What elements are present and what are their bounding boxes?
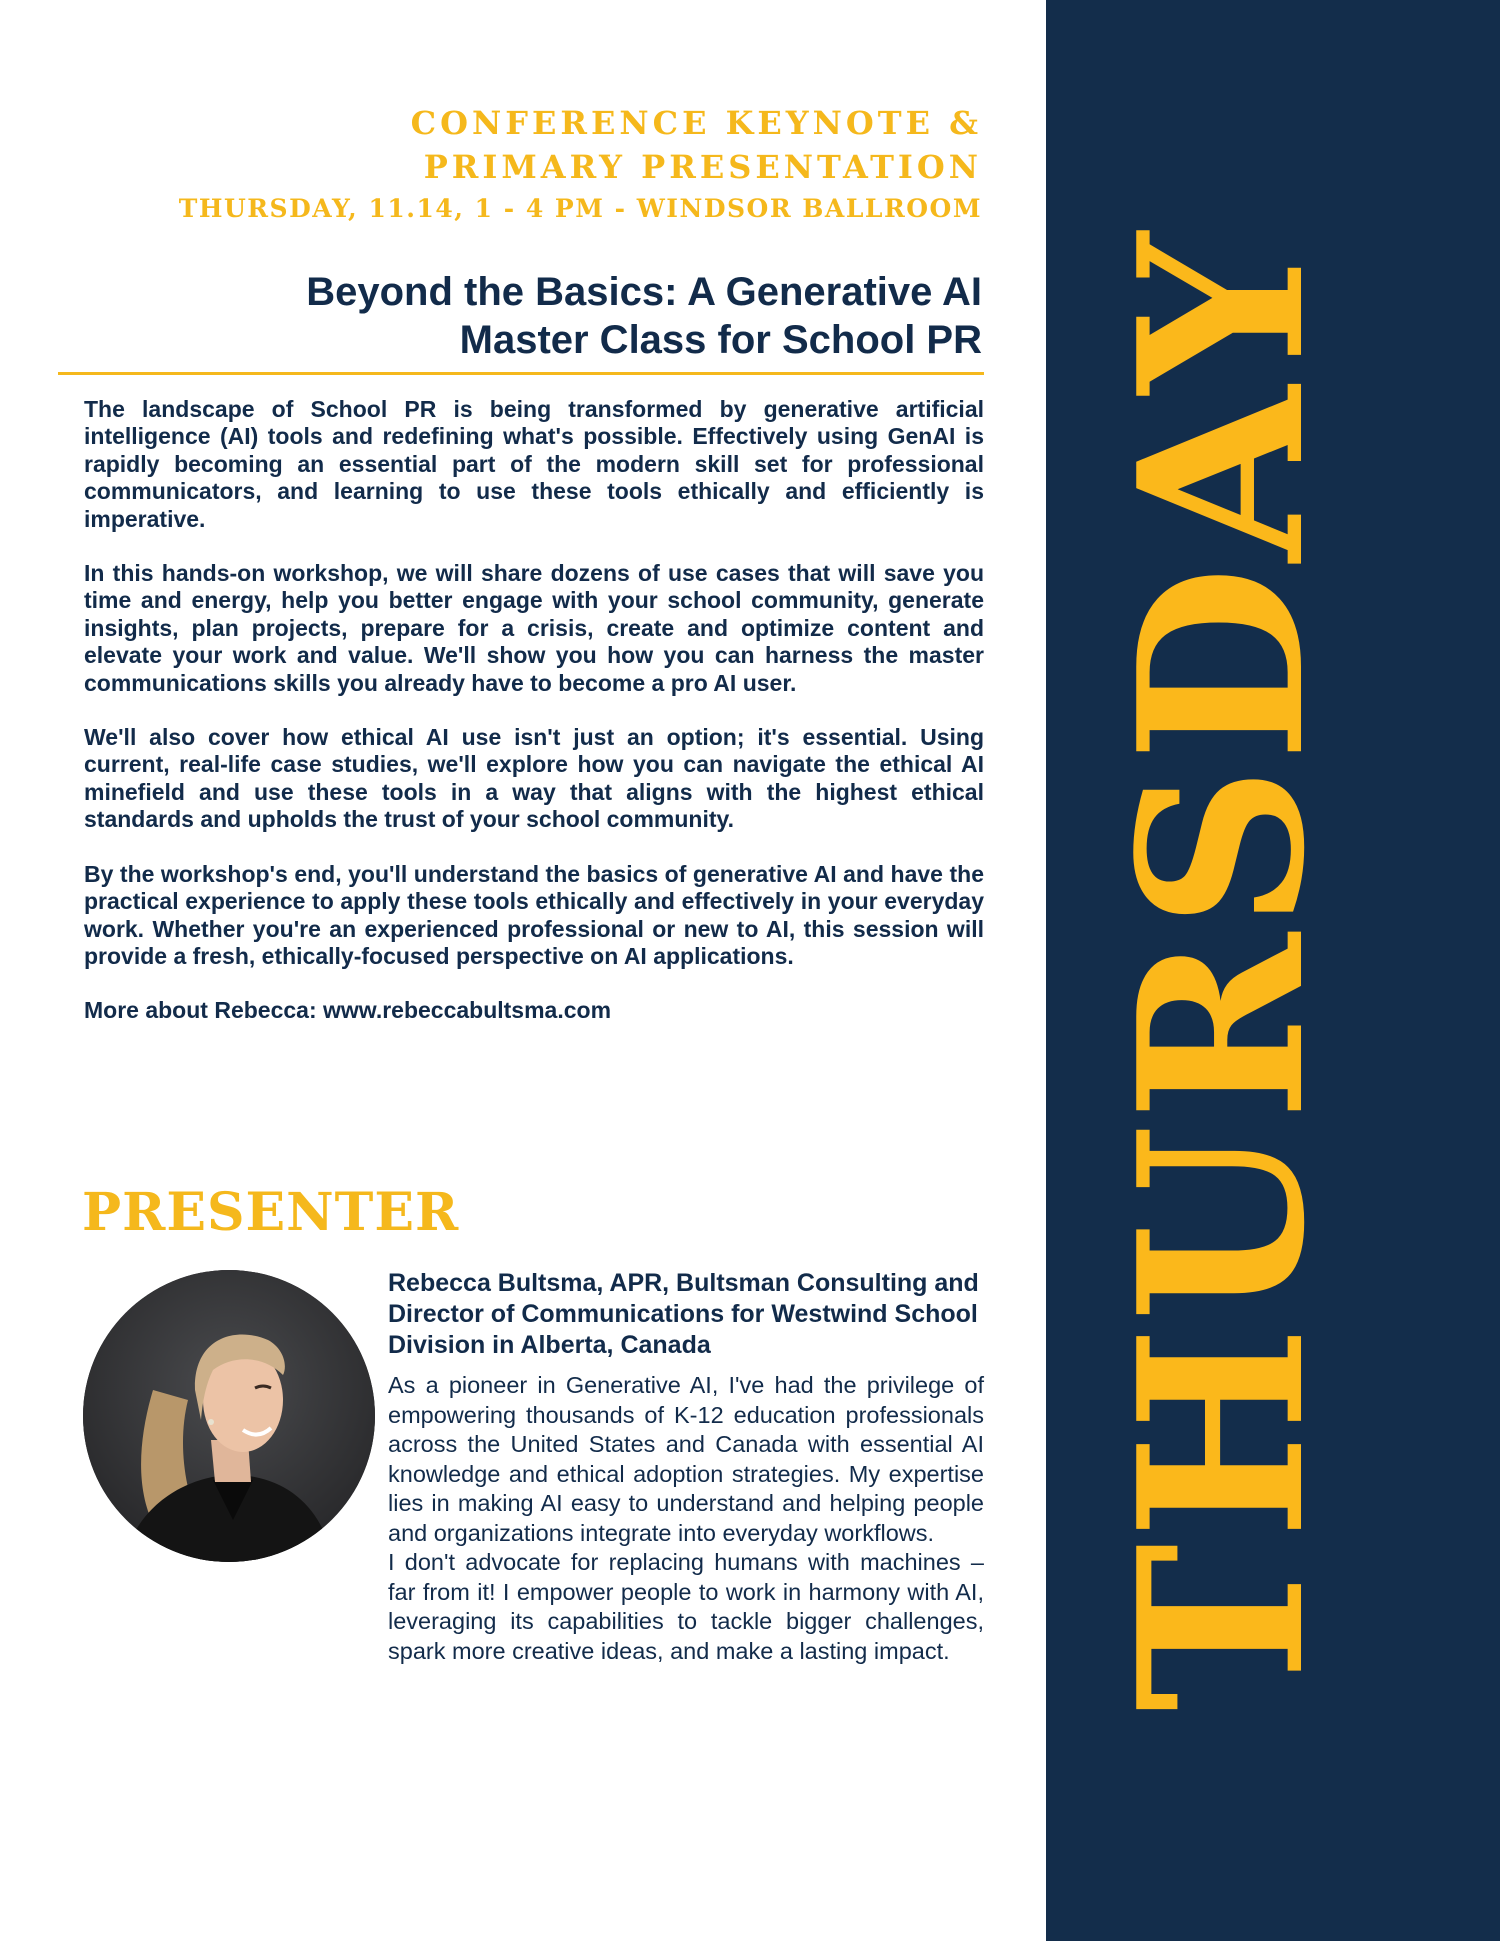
- description-paragraph: The landscape of School PR is being transformed by generative artificial intelligence (AI) tools and redefining what's possible. Effectively using GenAI is rapidly becoming an essential part of the modern skill set for professional communicators, and learning to use these tools ethically and efficiently is imperative.: [84, 396, 984, 532]
- kicker-line-1: CONFERENCE KEYNOTE &: [410, 104, 982, 142]
- bio-paragraph: I don't advocate for replacing humans with machines – far from it! I empower people to work in harmony with AI, leveraging its capabilities to tackle bigger challenges, spark more creative ideas, and make a lasting impact.: [388, 1549, 984, 1664]
- presenter-photo: [83, 1270, 375, 1562]
- presenter-portrait-image: [83, 1270, 375, 1562]
- sidebar-day-label: THURSDAY: [1090, 228, 1355, 1712]
- session-description: [84, 396, 984, 1052]
- presenter-bio: [388, 1268, 984, 1666]
- description-paragraph: We'll also cover how ethical AI use isn't just an option; it's essential. Using current, real-life case studies, we'll explore how you can navigate the ethical AI minefield and use these tools in a way that aligns with the highest ethical standards and upholds the trust of your school community.: [84, 724, 984, 833]
- session-title-line-1: Beyond the Basics: A Generative AI: [306, 270, 982, 314]
- description-paragraph: By the workshop's end, you'll understand the basics of generative AI and have the practical experience to apply these tools ethically and effectively in your everyday work. Whether you're an experienced professional or new to AI, this session will provide a fresh, ethically-focused perspective on AI applications.: [84, 860, 984, 969]
- presenter-heading: PRESENTER: [82, 1182, 460, 1243]
- kicker-line-2: PRIMARY PRESENTATION: [423, 148, 982, 186]
- session-title: [82, 268, 982, 364]
- session-title-line-2: Master Class for School PR: [459, 318, 982, 362]
- title-divider: [58, 372, 984, 375]
- bio-paragraph: As a pioneer in Generative AI, I've had the privilege of empowering thousands of K-12 education professionals across the United States and Canada with essential AI knowledge and ethical adoption strategies. My expertise lies in making AI easy to understand and helping people and organizations integrate into everyday workflows.: [388, 1372, 984, 1546]
- session-info: THURSDAY, 11.14, 1 - 4 PM - WINDSOR BALLROOM: [178, 194, 982, 223]
- more-about-link[interactable]: More about Rebecca: www.rebeccabultsma.com: [84, 997, 612, 1024]
- description-paragraph: In this hands-on workshop, we will share dozens of use cases that will save you time and energy, help you better engage with your school community, generate insights, plan projects, prepare for a crisis, create and optimize content and elevate your work and value. We'll show you how you can harness the master communications skills you already have to become a pro AI user.: [84, 560, 984, 696]
- presenter-name-title: Rebecca Bultsma, APR, Bultsman Consulting and Director of Communications for Westwind School Division in Alberta, Canada: [388, 1269, 979, 1359]
